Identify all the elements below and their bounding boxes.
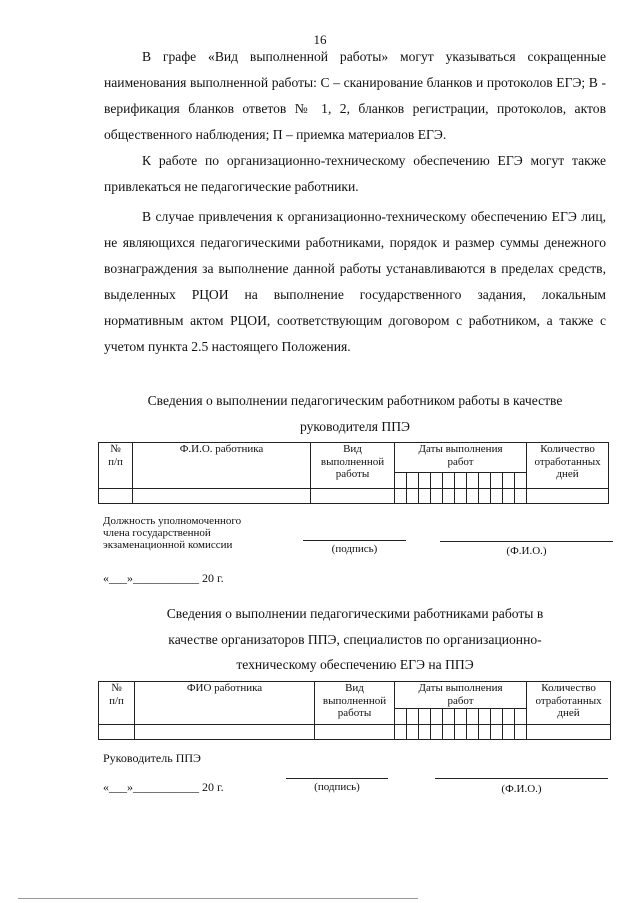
paragraph-payment-order: В случае привлечения к организационно-техническому обеспечению ЕГЭ лиц, не являющихся педагогическими работниками, порядок и размер суммы денежного вознаграждения за выполнение данной работы устанавливаются в пределах средств, выделенных РЦОИ на выполнение государственного задания, локальным нормативным актом РЦОИ, соответствующим договором с работником, а также с учетом пункта 2.5 настоящего Положения. bbox=[104, 209, 606, 354]
date-cell bbox=[407, 709, 419, 725]
signature-line bbox=[303, 540, 406, 541]
col-name-header: Ф.И.О. работника bbox=[133, 443, 311, 489]
section1-title-line2: руководителя ППЭ bbox=[299, 419, 411, 434]
date-cell bbox=[479, 473, 491, 489]
table-row bbox=[99, 725, 611, 740]
date-cell bbox=[395, 473, 407, 489]
fio-caption: (Ф.И.О.) bbox=[506, 545, 547, 557]
date-cell bbox=[419, 709, 431, 725]
date-line: «___»___________ 20 г. bbox=[103, 571, 224, 585]
date-cell bbox=[431, 709, 443, 725]
fio-line bbox=[435, 778, 608, 779]
page-bottom-edge bbox=[18, 898, 418, 899]
section2-title-line3: техническому обеспечению ЕГЭ на ППЭ bbox=[236, 657, 474, 672]
page-number: 16 bbox=[313, 32, 327, 47]
fio-caption: (Ф.И.О.) bbox=[501, 783, 542, 795]
date-cell bbox=[491, 473, 503, 489]
date-cell bbox=[515, 709, 527, 725]
col-days-header: Количество отработанных дней bbox=[527, 682, 611, 725]
signature-caption: (подпись) bbox=[331, 543, 378, 555]
date-cell bbox=[491, 709, 503, 725]
col-name-header: ФИО работника bbox=[135, 682, 315, 725]
date-cell bbox=[443, 709, 455, 725]
date-cell bbox=[455, 709, 467, 725]
col-days-header: Количество отработанных дней bbox=[527, 443, 609, 489]
col-num-header: № п/п bbox=[99, 443, 133, 489]
ppe-head-label: Руководитель ППЭ bbox=[103, 751, 201, 765]
date-cell bbox=[515, 473, 527, 489]
date-line: «___»___________ 20 г. bbox=[103, 780, 224, 794]
paragraph-work-types: В графе «Вид выполненной работы» могут указываться сокращенные наименования выполненной работы: С – сканирование бланков и протоколов ЕГЭ; В - верификация бланков ответов № 1, 2, бланков регистрации, протоколов, актов общественного наблюдения; П – приемка материалов ЕГЭ. bbox=[104, 49, 606, 142]
date-cell bbox=[503, 709, 515, 725]
table-row bbox=[99, 489, 609, 504]
paragraph-non-teaching-staff: К работе по организационно-техническому обеспечению ЕГЭ могут также привлекаться не педагогические работники. bbox=[104, 153, 606, 194]
section1-table bbox=[98, 442, 609, 504]
fio-line bbox=[440, 541, 613, 542]
col-dates-header: Даты выполнения работ bbox=[395, 682, 527, 709]
col-kind-header: Вид выполненной работы bbox=[315, 682, 395, 725]
date-cell bbox=[455, 473, 467, 489]
date-cell bbox=[443, 473, 455, 489]
col-dates-header: Даты выполнения работ bbox=[395, 443, 527, 473]
date-cell bbox=[467, 473, 479, 489]
section1-title-line1: Сведения о выполнении педагогическим работником работы в качестве bbox=[147, 393, 563, 408]
date-cell bbox=[503, 473, 515, 489]
section2-title-line2: качестве организаторов ППЭ, специалистов по организационно- bbox=[168, 632, 542, 647]
signature-line bbox=[286, 778, 388, 779]
date-cell bbox=[395, 709, 407, 725]
signature-caption: (подпись) bbox=[314, 781, 360, 793]
col-num-header: № п/п bbox=[99, 682, 135, 725]
date-cell bbox=[407, 473, 419, 489]
date-cell bbox=[419, 473, 431, 489]
date-cell bbox=[467, 709, 479, 725]
section2-table bbox=[98, 681, 611, 740]
col-kind-header: Вид выполненной работы bbox=[311, 443, 395, 489]
section2-title-line1: Сведения о выполнении педагогическими работниками работы в bbox=[166, 606, 544, 621]
date-cell bbox=[479, 709, 491, 725]
signer-position-label: Должность уполномоченного члена государственной экзаменационной комиссии bbox=[103, 515, 242, 551]
date-cell bbox=[431, 473, 443, 489]
